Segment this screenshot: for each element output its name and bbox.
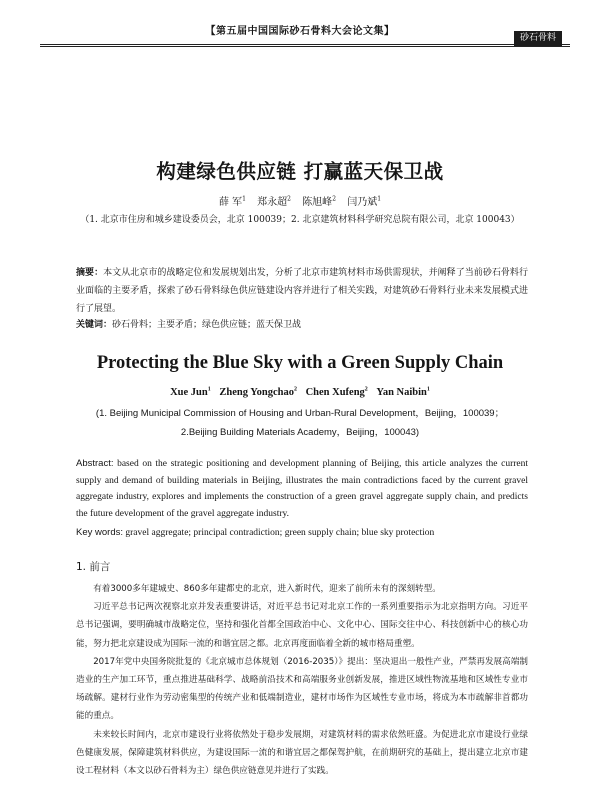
body-text <box>76 580 528 780</box>
abstract-label: Abstract: <box>76 458 114 469</box>
chinese-title: 构建绿色供应链 打赢蓝天保卫战 <box>156 160 444 183</box>
author-name: Chen Xufeng <box>305 386 365 398</box>
author-name: Xue Jun <box>170 386 208 398</box>
section-heading: 1. 前言 <box>76 561 111 573</box>
keywords-text: 砂石骨料；主要矛盾；绿色供应链；蓝天保卫战 <box>112 320 302 330</box>
author-name: 郑永超 <box>257 197 288 208</box>
author <box>219 387 297 398</box>
journal-header-title: 【第五届中国国际砂石骨料大会论文集】 <box>205 26 395 37</box>
english-authors <box>0 386 600 398</box>
author-affil-mark: 1 <box>377 195 382 203</box>
chinese-affiliation: （1. 北京市住房和城乡建设委员会，北京 100039；2. 北京建筑材料科学研究总院有限公司，北京 100043） <box>80 215 520 225</box>
body-paragraph: 未来较长时间内，北京市建设行业将依然处于稳步发展期，对建筑材料的需求依然旺盛。为促进北京市建设行业绿色健康发展，保障建筑材料供应，为建设国际一流的和谐宜居之都保驾护航，在前期研究的基础上，提出建立北京市建设工程材料（本文以砂石骨料为主）绿色供应链意见并进行了实践。 <box>76 729 528 777</box>
author <box>302 197 336 208</box>
chinese-keywords <box>76 316 528 334</box>
author-name: 薛 军 <box>218 197 243 208</box>
author-affil-mark: 2 <box>364 386 368 392</box>
author-name: 陈旭峰 <box>302 197 333 208</box>
body-paragraph: 2017年党中央国务院批复的《北京城市总体规划（2016-2035）》提出：坚决退出一般性产业，严禁再发展高端制造业的生产加工环节，重点推进基础科学、战略前沿技术和高端服务业创新发展，推进区域性物流基地和区域性专业市场疏解。建材行业作为劳动密集型的传统产业和低端制造业，建材市场作为区域性专业市场，将成为本市疏解非首都功能的重点。 <box>76 656 528 722</box>
author-name: 闫乃斌 <box>347 197 378 208</box>
keywords-label: Key words: <box>76 527 123 538</box>
abstract-text: 本文从北京市的战略定位和发展规划出发，分析了北京市建筑材料市场供需现状，并阐释了当前砂石骨料行业面临的主要矛盾，探索了砂石骨料绿色供应链建设内容并进行了相关实践，对建筑砂石骨料行业未来发展模式进行了展望。 <box>76 268 528 314</box>
author-name: Zheng Yongchao <box>219 386 294 398</box>
abstract-text: based on the strategic positioning and development planning of Beijing, this article analyzes the current supply and demand of building materials in Beijing, illustrates the main contradictions faced by the current gravel aggregate industry, explores and implements the construction of a green gravel aggregate supply chain, and predicts the future development of the gravel aggregate industry. <box>76 459 528 519</box>
body-paragraph: 习近平总书记两次视察北京并发表重要讲话，对近平总书记对北京工作的一系列重要指示为北京指明方向。习近平总书记强调，要明确城市战略定位，坚持和强化首都全国政治中心、文化中心、国际交往中心、科技创新中心的核心功能，努力把北京建设成为国际一流的和谐宜居之都。北京再度面临着全新的城市格局重塑。 <box>76 602 528 649</box>
author-affil-mark: 2 <box>332 195 337 203</box>
keywords-text: gravel aggregate; principal contradiction; green supply chain; blue sky protection <box>123 528 435 538</box>
author-affil-mark: 2 <box>293 386 297 392</box>
chinese-authors <box>0 193 600 208</box>
author-name: Yan Naibin <box>376 386 427 398</box>
author <box>376 387 429 398</box>
keywords-label: 关键词： <box>76 320 113 330</box>
author <box>170 387 211 398</box>
column-tag: 砂石骨料 <box>514 31 562 46</box>
author-affil-mark: 1 <box>207 386 211 392</box>
english-affiliation: (1. Beijing Municipal Commission of Housing and Urban-Rural Development，Beijing，100039；2.Beijing Building Materials Academy，Beijing，100043) <box>95 408 505 438</box>
header-rule-thin <box>40 46 570 47</box>
header-rule <box>40 44 570 45</box>
author-affil-mark: 1 <box>242 195 246 203</box>
english-title: Protecting the Blue Sky with a Green Supply Chain <box>96 353 504 373</box>
chinese-abstract <box>76 264 528 318</box>
english-abstract <box>76 456 528 522</box>
author-affil-mark: 2 <box>287 195 291 203</box>
english-keywords <box>76 525 528 541</box>
author <box>219 197 246 208</box>
abstract-label: 摘要： <box>76 268 104 278</box>
author-affil-mark: 1 <box>426 386 430 392</box>
author <box>347 197 381 208</box>
author <box>257 197 291 208</box>
body-paragraph: 有着3000多年建城史、860多年建都史的北京，进入新时代，迎来了前所未有的深刻转型。 <box>93 584 441 594</box>
author <box>306 387 368 398</box>
